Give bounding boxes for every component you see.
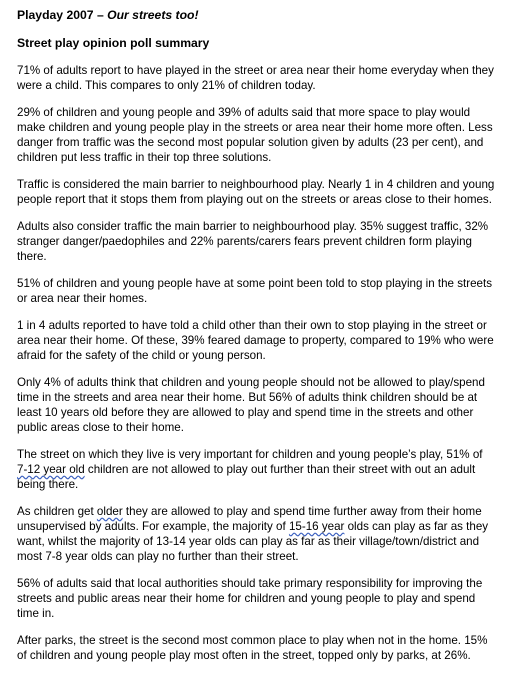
paragraph-11: After parks, the street is the second most common place to play when not in the home. 15% of children and young people play most often in the street, topped only by parks, at 26%. <box>17 634 488 662</box>
paragraph-9-text-b: they are allowed to play and spend time further away from their home unsupervised by adults. For example, the majority of <box>17 505 482 533</box>
title-italic: Our streets too! <box>107 8 199 22</box>
paragraph-2: 29% of children and young people and 39% of adults said that more space to play would make children and young people play in the streets or area near their home more often. Less danger from traffic was the second most popular solution given by adults (23 per cent), and children put less traffic in their top three solutions. <box>17 106 493 164</box>
document-title <box>17 8 495 23</box>
paragraph-3: Traffic is considered the main barrier to neighbourhood play. Nearly 1 in 4 children and young people report that it stops them from playing out on the streets or areas close to their homes. <box>17 178 495 206</box>
paragraph-8 <box>17 447 495 492</box>
spellcheck-underline: 7-12 year old <box>17 463 85 476</box>
spellcheck-underline: older <box>96 505 123 518</box>
paragraph-4: Adults also consider traffic the main barrier to neighbourhood play. 35% suggest traffic, 32% stranger danger/paedophiles and 22% parents/carers fears prevent children form playing there. <box>17 220 489 263</box>
paragraph-9-text-a: As children get <box>17 505 97 518</box>
spellcheck-underline: 15-16 year <box>288 520 345 533</box>
title-main: Playday 2007 – <box>17 8 108 22</box>
document-page <box>17 8 495 675</box>
paragraph-1: 71% of adults report to have played in the street or area near their home everyday when they were a child. This compares to only 21% of children today. <box>17 64 494 92</box>
document-subtitle: Street play opinion poll summary <box>17 36 210 50</box>
paragraph-7: Only 4% of adults think that children and young people should not be allowed to play/spend time in the streets and area near their home. But 56% of adults think children should be at least 10 years old before they are allowed to play and spend time in the streets and other public areas close to their home. <box>17 376 485 434</box>
paragraph-5: 51% of children and young people have at some point been told to stop playing in the streets or area near their homes. <box>17 277 493 305</box>
paragraph-8-text-a: The street on which they live is very important for children and young people’s play, 51% of <box>17 448 483 461</box>
paragraph-6: 1 in 4 adults reported to have told a child other than their own to stop playing in the street or area near their home. Of these, 39% feared damage to property, compared to 19% who were afraid for the safety of the child or young person. <box>17 319 494 362</box>
paragraph-9 <box>17 504 495 564</box>
paragraph-8-text-b: children are not allowed to play out further than their street with out an adult being there. <box>17 463 476 491</box>
paragraph-10: 56% of adults said that local authorities should take primary responsibility for improving the streets and public areas near their home for children and young people to play and spend time in. <box>17 577 483 620</box>
paragraph-9-text-c: olds can play as far as they want, whilst the majority of 13-14 year olds can play as far as their village/town/district and most 7-8 year olds can play no further than their street. <box>17 520 489 563</box>
